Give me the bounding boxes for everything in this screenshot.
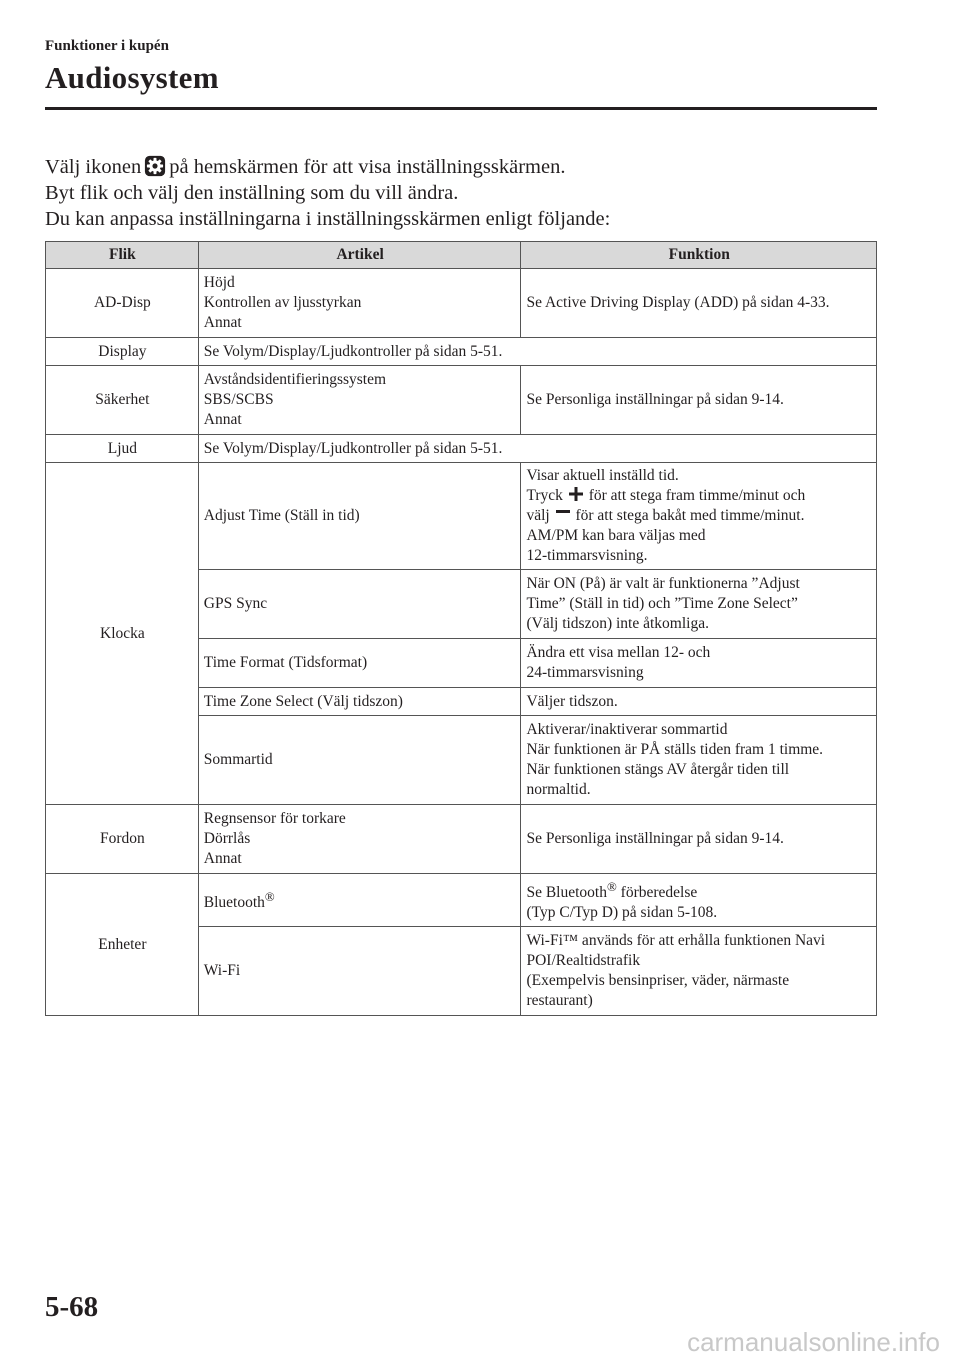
artikel-cell: Se Volym/Display/Ljudkontroller på sidan 5-51.	[198, 338, 876, 366]
header-funktion: Funktion	[521, 242, 877, 269]
page-number: 5-68	[45, 1291, 99, 1323]
funktion-cell: Aktiverar/inaktiverar sommartid När funktionen är PÅ ställs tiden fram 1 timme. När funktionen stängs AV återgår tiden till normaltid.	[521, 716, 877, 805]
flik-cell: Enheter	[46, 874, 199, 1016]
funktion-cell: Wi-Fi™ används för att erhålla funktionen Navi POI/Realtidstrafik (Exempelvis bensinpriser, väder, närmaste restaurant)	[521, 927, 877, 1016]
artikel-cell: Sommartid	[198, 716, 521, 805]
funktion-cell: Visar aktuell inställd tid. Tryck för att stega fram timme/minut och välj för att stega bakåt med timme/minut. AM/PM kan bara väljas med 12-timmarsvisning.	[521, 463, 877, 570]
row-sakerhet	[46, 366, 877, 435]
plus-icon	[567, 486, 585, 502]
artikel-cell: Adjust Time (Ställ in tid)	[198, 463, 521, 570]
funktion-cell: Se Personliga inställningar på sidan 9-14.	[521, 366, 877, 435]
artikel-cell: GPS Sync	[198, 570, 521, 639]
row-fordon	[46, 805, 877, 874]
artikel-cell: Wi-Fi	[198, 927, 521, 1016]
artikel-cell: Time Format (Tidsformat)	[198, 639, 521, 688]
flik-cell: Säkerhet	[46, 366, 199, 435]
funktion-cell: Ändra ett visa mellan 12- och 24-timmarsvisning	[521, 639, 877, 688]
header-flik: Flik	[46, 242, 199, 269]
artikel-cell: Regnsensor för torkare Dörrlås Annat	[198, 805, 521, 874]
row-bluetooth	[46, 874, 877, 927]
watermark: carmanualsonline.info	[687, 1327, 940, 1357]
funktion-cell: Se Active Driving Display (ADD) på sidan 4-33.	[521, 269, 877, 338]
funktion-cell: Se Personliga inställningar på sidan 9-14.	[521, 805, 877, 874]
artikel-cell: Se Volym/Display/Ljudkontroller på sidan 5-51.	[198, 435, 876, 463]
intro-line-3: Du kan anpassa inställningarna i inställningsskärmen enligt följande:	[45, 208, 611, 230]
flik-cell: Display	[46, 338, 199, 366]
page-title: Audiosystem	[45, 60, 219, 95]
row-display	[46, 338, 877, 366]
funktion-cell: Se Bluetooth® förberedelse (Typ C/Typ D) på sidan 5-108.	[521, 874, 877, 927]
funktion-cell: Väljer tidszon.	[521, 688, 877, 716]
settings-table	[45, 241, 877, 1016]
intro-line-2: Byt flik och välj den inställning som du vill ändra.	[45, 182, 459, 204]
artikel-cell: Avståndsidentifieringssystem SBS/SCBS Annat	[198, 366, 521, 435]
intro-line-1: Välj ikonen på hemskärmen för att visa inställningsskärmen.	[45, 156, 566, 178]
flik-cell: Klocka	[46, 463, 199, 805]
table-header-row	[46, 242, 877, 269]
header-artikel: Artikel	[198, 242, 521, 269]
row-ad-disp	[46, 269, 877, 338]
title-rule	[45, 107, 877, 110]
artikel-cell: Time Zone Select (Välj tidszon)	[198, 688, 521, 716]
flik-cell: Fordon	[46, 805, 199, 874]
artikel-cell: Bluetooth®	[198, 874, 521, 927]
flik-cell: AD-Disp	[46, 269, 199, 338]
row-adjust-time	[46, 463, 877, 570]
minus-icon	[554, 506, 572, 522]
flik-cell: Ljud	[46, 435, 199, 463]
section-label: Funktioner i kupén	[45, 38, 169, 54]
row-ljud	[46, 435, 877, 463]
settings-gear-icon	[144, 155, 166, 177]
funktion-cell: När ON (På) är valt är funktionerna ”Adjust Time” (Ställ in tid) och ”Time Zone Select” (Välj tidszon) inte åtkomliga.	[521, 570, 877, 639]
artikel-cell: Höjd Kontrollen av ljusstyrkan Annat	[198, 269, 521, 338]
intro-text	[45, 154, 610, 232]
